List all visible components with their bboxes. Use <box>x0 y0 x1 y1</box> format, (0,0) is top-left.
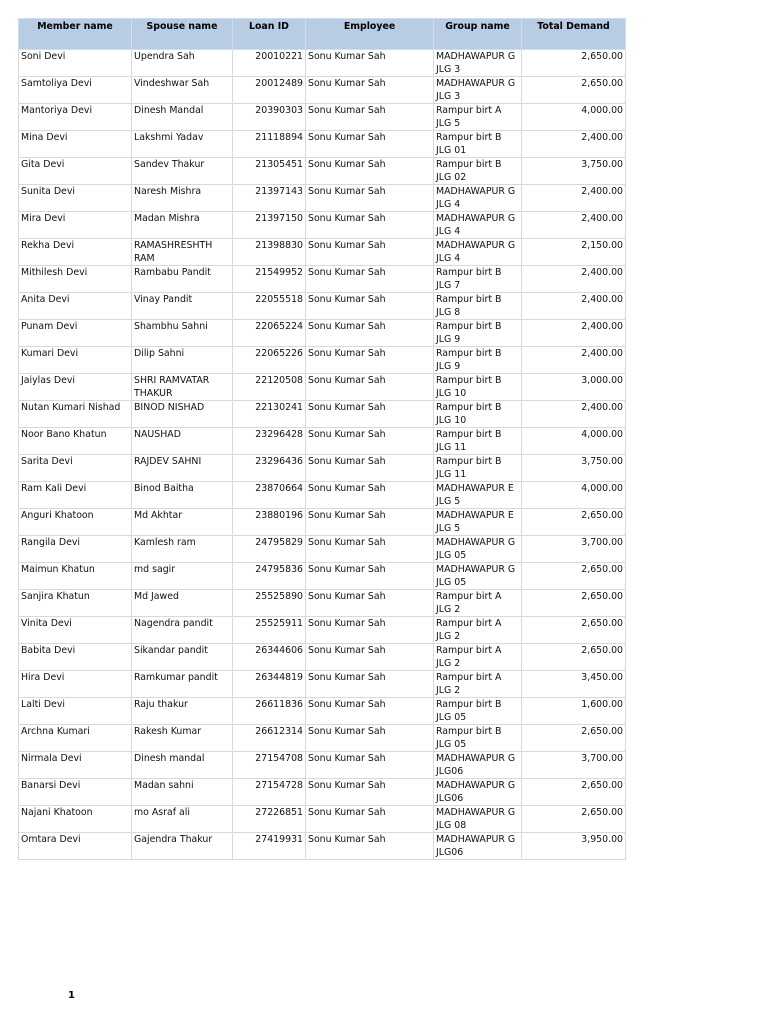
table-row <box>19 806 626 833</box>
employee-cell: Sonu Kumar Sah <box>306 401 434 428</box>
group-name-cell: Rampur birt B JLG 9 <box>434 347 522 374</box>
table-row <box>19 266 626 293</box>
loan-id-cell: 27419931 <box>233 833 306 860</box>
spouse-name-cell: BINOD NISHAD <box>132 401 233 428</box>
table-row <box>19 455 626 482</box>
member-name-cell: Nutan Kumari Nishad <box>19 401 132 428</box>
total-demand-cell: 2,650.00 <box>522 779 626 806</box>
employee-cell: Sonu Kumar Sah <box>306 131 434 158</box>
total-demand-cell: 4,000.00 <box>522 104 626 131</box>
total-demand-cell: 2,400.00 <box>522 347 626 374</box>
member-name-cell: Maimun Khatun <box>19 563 132 590</box>
member-name-cell: Banarsi Devi <box>19 779 132 806</box>
employee-cell: Sonu Kumar Sah <box>306 266 434 293</box>
total-demand-cell: 3,700.00 <box>522 536 626 563</box>
loan-id-cell: 26344819 <box>233 671 306 698</box>
table-row <box>19 536 626 563</box>
total-demand-cell: 3,750.00 <box>522 158 626 185</box>
group-name-cell: Rampur birt B JLG 05 <box>434 725 522 752</box>
group-name-cell: Rampur birt B JLG 05 <box>434 698 522 725</box>
employee-cell: Sonu Kumar Sah <box>306 833 434 860</box>
loan-demand-table <box>18 18 626 860</box>
loan-id-cell: 27226851 <box>233 806 306 833</box>
total-demand-cell: 2,400.00 <box>522 266 626 293</box>
table-row <box>19 239 626 266</box>
loan-id-cell: 23296428 <box>233 428 306 455</box>
table-row <box>19 158 626 185</box>
member-name-cell: Samtoliya Devi <box>19 77 132 104</box>
total-demand-cell: 3,950.00 <box>522 833 626 860</box>
spouse-name-cell: Rambabu Pandit <box>132 266 233 293</box>
spouse-name-cell: Vindeshwar Sah <box>132 77 233 104</box>
header-loan-id: Loan ID <box>233 19 306 50</box>
total-demand-cell: 2,400.00 <box>522 212 626 239</box>
table-row <box>19 320 626 347</box>
total-demand-cell: 2,650.00 <box>522 563 626 590</box>
table-row <box>19 698 626 725</box>
employee-cell: Sonu Kumar Sah <box>306 725 434 752</box>
group-name-cell: Rampur birt A JLG 2 <box>434 671 522 698</box>
total-demand-cell: 2,400.00 <box>522 185 626 212</box>
spouse-name-cell: md sagir <box>132 563 233 590</box>
employee-cell: Sonu Kumar Sah <box>306 185 434 212</box>
total-demand-cell: 4,000.00 <box>522 482 626 509</box>
member-name-cell: Ram Kali Devi <box>19 482 132 509</box>
group-name-cell: Rampur birt B JLG 8 <box>434 293 522 320</box>
total-demand-cell: 2,650.00 <box>522 509 626 536</box>
table-row <box>19 563 626 590</box>
total-demand-cell: 2,650.00 <box>522 644 626 671</box>
total-demand-cell: 3,750.00 <box>522 455 626 482</box>
group-name-cell: Rampur birt A JLG 2 <box>434 590 522 617</box>
member-name-cell: Archna Kumari <box>19 725 132 752</box>
spouse-name-cell: Dinesh Mandal <box>132 104 233 131</box>
group-name-cell: Rampur birt A JLG 5 <box>434 104 522 131</box>
employee-cell: Sonu Kumar Sah <box>306 509 434 536</box>
loan-id-cell: 22065226 <box>233 347 306 374</box>
group-name-cell: MADHAWAPUR G JLG 4 <box>434 212 522 239</box>
loan-id-cell: 21398830 <box>233 239 306 266</box>
employee-cell: Sonu Kumar Sah <box>306 374 434 401</box>
employee-cell: Sonu Kumar Sah <box>306 806 434 833</box>
loan-id-cell: 22120508 <box>233 374 306 401</box>
total-demand-cell: 2,650.00 <box>522 590 626 617</box>
table-row <box>19 185 626 212</box>
loan-id-cell: 22130241 <box>233 401 306 428</box>
loan-id-cell: 24795829 <box>233 536 306 563</box>
member-name-cell: Gita Devi <box>19 158 132 185</box>
header-total-demand: Total Demand <box>522 19 626 50</box>
loan-id-cell: 22065224 <box>233 320 306 347</box>
spouse-name-cell: Md Jawed <box>132 590 233 617</box>
header-member-name: Member name <box>19 19 132 50</box>
spouse-name-cell: Gajendra Thakur <box>132 833 233 860</box>
table-row <box>19 212 626 239</box>
employee-cell: Sonu Kumar Sah <box>306 239 434 266</box>
spouse-name-cell: Kamlesh ram <box>132 536 233 563</box>
employee-cell: Sonu Kumar Sah <box>306 617 434 644</box>
loan-id-cell: 25525890 <box>233 590 306 617</box>
loan-id-cell: 23870664 <box>233 482 306 509</box>
group-name-cell: MADHAWAPUR G JLG 4 <box>434 239 522 266</box>
table-row <box>19 50 626 77</box>
table-row <box>19 104 626 131</box>
loan-id-cell: 21118894 <box>233 131 306 158</box>
group-name-cell: MADHAWAPUR E JLG 5 <box>434 509 522 536</box>
table-row <box>19 428 626 455</box>
member-name-cell: Mira Devi <box>19 212 132 239</box>
spouse-name-cell: Lakshmi Yadav <box>132 131 233 158</box>
spouse-name-cell: Nagendra pandit <box>132 617 233 644</box>
total-demand-cell: 2,400.00 <box>522 131 626 158</box>
table-row <box>19 77 626 104</box>
total-demand-cell: 3,000.00 <box>522 374 626 401</box>
employee-cell: Sonu Kumar Sah <box>306 212 434 239</box>
employee-cell: Sonu Kumar Sah <box>306 752 434 779</box>
employee-cell: Sonu Kumar Sah <box>306 77 434 104</box>
table-row <box>19 644 626 671</box>
member-name-cell: Anita Devi <box>19 293 132 320</box>
total-demand-cell: 3,700.00 <box>522 752 626 779</box>
spouse-name-cell: Madan sahni <box>132 779 233 806</box>
spouse-name-cell: Sikandar pandit <box>132 644 233 671</box>
header-employee: Employee <box>306 19 434 50</box>
total-demand-cell: 2,400.00 <box>522 293 626 320</box>
loan-id-cell: 21305451 <box>233 158 306 185</box>
spouse-name-cell: Rakesh Kumar <box>132 725 233 752</box>
employee-cell: Sonu Kumar Sah <box>306 293 434 320</box>
group-name-cell: Rampur birt B JLG 01 <box>434 131 522 158</box>
spouse-name-cell: Sandev Thakur <box>132 158 233 185</box>
loan-id-cell: 24795836 <box>233 563 306 590</box>
member-name-cell: Omtara Devi <box>19 833 132 860</box>
table-row <box>19 590 626 617</box>
employee-cell: Sonu Kumar Sah <box>306 590 434 617</box>
total-demand-cell: 2,400.00 <box>522 320 626 347</box>
group-name-cell: MADHAWAPUR G JLG06 <box>434 833 522 860</box>
loan-id-cell: 27154728 <box>233 779 306 806</box>
member-name-cell: Noor Bano Khatun <box>19 428 132 455</box>
group-name-cell: MADHAWAPUR E JLG 5 <box>434 482 522 509</box>
member-name-cell: Babita Devi <box>19 644 132 671</box>
total-demand-cell: 3,450.00 <box>522 671 626 698</box>
employee-cell: Sonu Kumar Sah <box>306 455 434 482</box>
total-demand-cell: 2,650.00 <box>522 50 626 77</box>
table-body <box>19 50 626 860</box>
table-row <box>19 617 626 644</box>
group-name-cell: Rampur birt B JLG 9 <box>434 320 522 347</box>
member-name-cell: Lalti Devi <box>19 698 132 725</box>
table-row <box>19 779 626 806</box>
member-name-cell: Nirmala Devi <box>19 752 132 779</box>
loan-id-cell: 26612314 <box>233 725 306 752</box>
total-demand-cell: 2,650.00 <box>522 77 626 104</box>
loan-id-cell: 23296436 <box>233 455 306 482</box>
employee-cell: Sonu Kumar Sah <box>306 428 434 455</box>
loan-id-cell: 21397143 <box>233 185 306 212</box>
group-name-cell: Rampur birt A JLG 2 <box>434 617 522 644</box>
loan-id-cell: 21397150 <box>233 212 306 239</box>
member-name-cell: Mithilesh Devi <box>19 266 132 293</box>
employee-cell: Sonu Kumar Sah <box>306 158 434 185</box>
group-name-cell: Rampur birt B JLG 02 <box>434 158 522 185</box>
member-name-cell: Rangila Devi <box>19 536 132 563</box>
spouse-name-cell: Md Akhtar <box>132 509 233 536</box>
member-name-cell: Rekha Devi <box>19 239 132 266</box>
group-name-cell: Rampur birt B JLG 10 <box>434 401 522 428</box>
spouse-name-cell: Vinay Pandit <box>132 293 233 320</box>
group-name-cell: MADHAWAPUR G JLG 3 <box>434 77 522 104</box>
spouse-name-cell: SHRI RAMVATAR THAKUR <box>132 374 233 401</box>
employee-cell: Sonu Kumar Sah <box>306 698 434 725</box>
total-demand-cell: 2,400.00 <box>522 401 626 428</box>
employee-cell: Sonu Kumar Sah <box>306 671 434 698</box>
table-row <box>19 131 626 158</box>
spouse-name-cell: Shambhu Sahni <box>132 320 233 347</box>
table-row <box>19 401 626 428</box>
employee-cell: Sonu Kumar Sah <box>306 536 434 563</box>
spouse-name-cell: Naresh Mishra <box>132 185 233 212</box>
spouse-name-cell: Raju thakur <box>132 698 233 725</box>
header-row <box>19 19 626 50</box>
group-name-cell: Rampur birt B JLG 11 <box>434 455 522 482</box>
table-row <box>19 833 626 860</box>
spouse-name-cell: RAMASHRESHTH RAM <box>132 239 233 266</box>
spouse-name-cell: Dinesh mandal <box>132 752 233 779</box>
page-number: 1 <box>68 990 75 1001</box>
table-row <box>19 374 626 401</box>
table-row <box>19 509 626 536</box>
table-row <box>19 347 626 374</box>
group-name-cell: MADHAWAPUR G JLG 08 <box>434 806 522 833</box>
group-name-cell: MADHAWAPUR G JLG 4 <box>434 185 522 212</box>
total-demand-cell: 2,650.00 <box>522 617 626 644</box>
member-name-cell: Sunita Devi <box>19 185 132 212</box>
total-demand-cell: 2,650.00 <box>522 725 626 752</box>
member-name-cell: Vinita Devi <box>19 617 132 644</box>
group-name-cell: Rampur birt B JLG 11 <box>434 428 522 455</box>
loan-id-cell: 23880196 <box>233 509 306 536</box>
spouse-name-cell: Ramkumar pandit <box>132 671 233 698</box>
group-name-cell: Rampur birt B JLG 10 <box>434 374 522 401</box>
table-row <box>19 293 626 320</box>
member-name-cell: Mina Devi <box>19 131 132 158</box>
loan-id-cell: 20012489 <box>233 77 306 104</box>
loan-id-cell: 20390303 <box>233 104 306 131</box>
member-name-cell: Najani Khatoon <box>19 806 132 833</box>
group-name-cell: MADHAWAPUR G JLG 05 <box>434 563 522 590</box>
spouse-name-cell: NAUSHAD <box>132 428 233 455</box>
total-demand-cell: 1,600.00 <box>522 698 626 725</box>
spouse-name-cell: Dilip Sahni <box>132 347 233 374</box>
member-name-cell: Sanjira Khatun <box>19 590 132 617</box>
member-name-cell: Sarita Devi <box>19 455 132 482</box>
employee-cell: Sonu Kumar Sah <box>306 50 434 77</box>
loan-id-cell: 20010221 <box>233 50 306 77</box>
member-name-cell: Jaiylas Devi <box>19 374 132 401</box>
group-name-cell: Rampur birt B JLG 7 <box>434 266 522 293</box>
group-name-cell: Rampur birt A JLG 2 <box>434 644 522 671</box>
total-demand-cell: 2,650.00 <box>522 806 626 833</box>
spouse-name-cell: Binod Baitha <box>132 482 233 509</box>
table-row <box>19 752 626 779</box>
employee-cell: Sonu Kumar Sah <box>306 482 434 509</box>
group-name-cell: MADHAWAPUR G JLG 05 <box>434 536 522 563</box>
header-group-name: Group name <box>434 19 522 50</box>
group-name-cell: MADHAWAPUR G JLG06 <box>434 779 522 806</box>
spouse-name-cell: Upendra Sah <box>132 50 233 77</box>
total-demand-cell: 2,150.00 <box>522 239 626 266</box>
employee-cell: Sonu Kumar Sah <box>306 104 434 131</box>
spouse-name-cell: Madan Mishra <box>132 212 233 239</box>
loan-id-cell: 26344606 <box>233 644 306 671</box>
employee-cell: Sonu Kumar Sah <box>306 563 434 590</box>
loan-id-cell: 21549952 <box>233 266 306 293</box>
table-header <box>19 19 626 50</box>
loan-id-cell: 22055518 <box>233 293 306 320</box>
member-name-cell: Mantoriya Devi <box>19 104 132 131</box>
member-name-cell: Soni Devi <box>19 50 132 77</box>
header-spouse-name: Spouse name <box>132 19 233 50</box>
table-row <box>19 482 626 509</box>
total-demand-cell: 4,000.00 <box>522 428 626 455</box>
spouse-name-cell: mo Asraf ali <box>132 806 233 833</box>
member-name-cell: Hira Devi <box>19 671 132 698</box>
table-row <box>19 671 626 698</box>
employee-cell: Sonu Kumar Sah <box>306 779 434 806</box>
member-name-cell: Anguri Khatoon <box>19 509 132 536</box>
employee-cell: Sonu Kumar Sah <box>306 347 434 374</box>
employee-cell: Sonu Kumar Sah <box>306 644 434 671</box>
loan-id-cell: 26611836 <box>233 698 306 725</box>
group-name-cell: MADHAWAPUR G JLG 3 <box>434 50 522 77</box>
loan-id-cell: 25525911 <box>233 617 306 644</box>
member-name-cell: Punam Devi <box>19 320 132 347</box>
employee-cell: Sonu Kumar Sah <box>306 320 434 347</box>
loan-id-cell: 27154708 <box>233 752 306 779</box>
table-row <box>19 725 626 752</box>
group-name-cell: MADHAWAPUR G JLG06 <box>434 752 522 779</box>
spouse-name-cell: RAJDEV SAHNI <box>132 455 233 482</box>
member-name-cell: Kumari Devi <box>19 347 132 374</box>
